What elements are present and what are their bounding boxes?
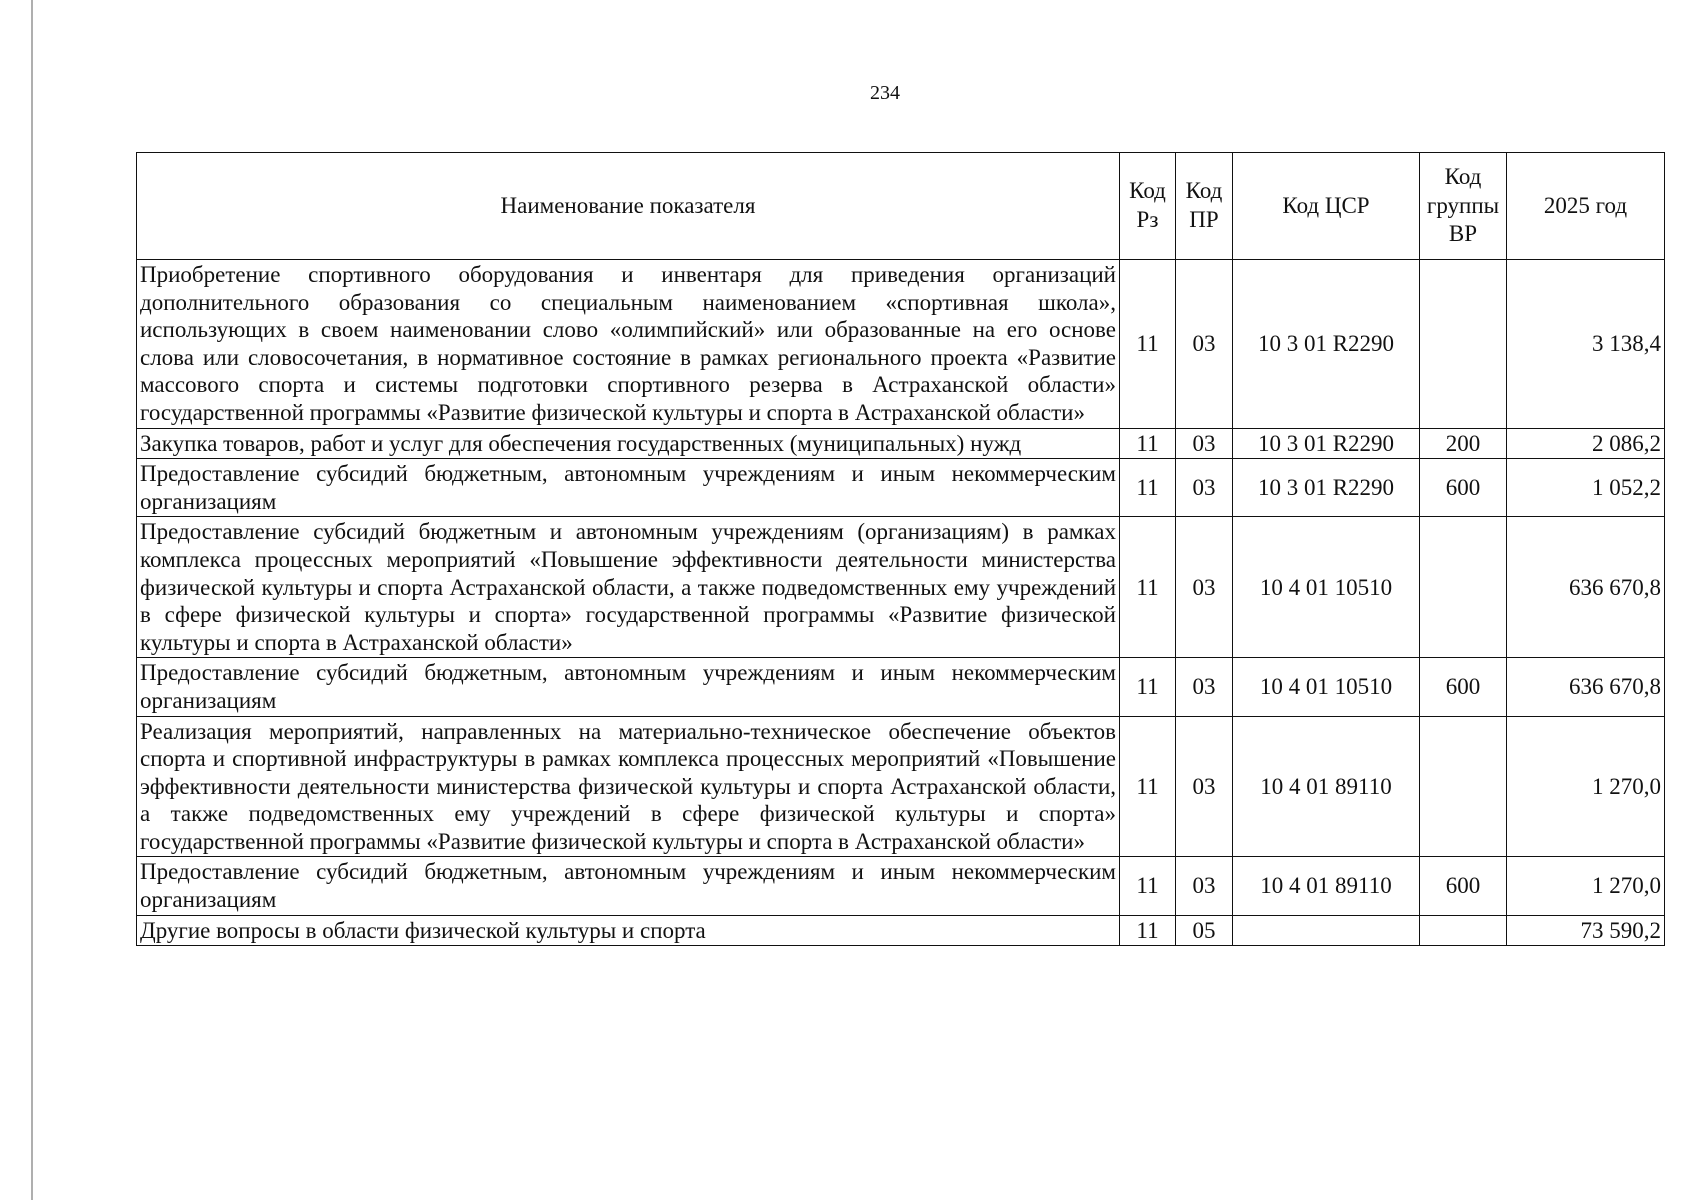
cell-csr: 10 3 01 R2290 [1233, 428, 1420, 459]
header-csr: Код ЦСР [1233, 153, 1420, 260]
cell-rz: 11 [1120, 658, 1176, 716]
cell-csr: 10 3 01 R2290 [1233, 459, 1420, 517]
cell-vr [1420, 915, 1507, 946]
cell-vr: 200 [1420, 428, 1507, 459]
cell-amount: 2 086,2 [1507, 428, 1665, 459]
table-row [137, 459, 1665, 517]
cell-rz: 11 [1120, 459, 1176, 517]
cell-name: Предоставление субсидий бюджетным, автономным учреждениям и иным некоммерческим организациям [137, 658, 1120, 716]
cell-csr [1233, 915, 1420, 946]
header-amount: 2025 год [1507, 153, 1665, 260]
cell-pr: 05 [1176, 915, 1233, 946]
cell-vr: 600 [1420, 459, 1507, 517]
cell-rz: 11 [1120, 517, 1176, 658]
cell-amount: 1 052,2 [1507, 459, 1665, 517]
table-row [137, 857, 1665, 915]
page-edge-line [31, 0, 33, 1200]
cell-vr: 600 [1420, 857, 1507, 915]
cell-name: Другие вопросы в области физической культуры и спорта [137, 915, 1120, 946]
cell-pr: 03 [1176, 428, 1233, 459]
cell-amount: 636 670,8 [1507, 517, 1665, 658]
cell-vr [1420, 260, 1507, 429]
table-row [137, 716, 1665, 857]
cell-pr: 03 [1176, 459, 1233, 517]
cell-pr: 03 [1176, 857, 1233, 915]
cell-pr: 03 [1176, 658, 1233, 716]
cell-amount: 1 270,0 [1507, 857, 1665, 915]
table-row [137, 260, 1665, 429]
cell-name: Закупка товаров, работ и услуг для обеспечения государственных (муниципальных) нужд [137, 428, 1120, 459]
cell-amount: 636 670,8 [1507, 658, 1665, 716]
cell-vr [1420, 716, 1507, 857]
cell-name: Предоставление субсидий бюджетным и автономным учреждениям (организациям) в рамках комплекса процессных мероприятий «Повышение эффективности деятельности министерства физической культуры и спорта Астраханской области, а также подведомственных ему учреждений в сфере физической культуры и спорта» государственной программы «Развитие физической культуры и спорта в Астраханской области» [137, 517, 1120, 658]
header-rz: Код Рз [1120, 153, 1176, 260]
cell-csr: 10 3 01 R2290 [1233, 260, 1420, 429]
header-pr: Код ПР [1176, 153, 1233, 260]
table-row [137, 915, 1665, 946]
cell-csr: 10 4 01 10510 [1233, 658, 1420, 716]
cell-amount: 3 138,4 [1507, 260, 1665, 429]
cell-csr: 10 4 01 89110 [1233, 857, 1420, 915]
table-row [137, 517, 1665, 658]
cell-amount: 1 270,0 [1507, 716, 1665, 857]
cell-csr: 10 4 01 89110 [1233, 716, 1420, 857]
cell-pr: 03 [1176, 260, 1233, 429]
table-row [137, 428, 1665, 459]
cell-name: Предоставление субсидий бюджетным, автономным учреждениям и иным некоммерческим организациям [137, 857, 1120, 915]
header-vr: Код группы ВР [1420, 153, 1507, 260]
cell-rz: 11 [1120, 716, 1176, 857]
cell-csr: 10 4 01 10510 [1233, 517, 1420, 658]
cell-rz: 11 [1120, 428, 1176, 459]
cell-vr: 600 [1420, 658, 1507, 716]
cell-name: Приобретение спортивного оборудования и инвентаря для приведения организаций дополнительного образования со специальным наименованием «спортивная школа», использующих в своем наименовании слово «олимпийский» или образованные на его основе слова или словосочетания, в нормативное состояние в рамках регионального проекта «Развитие массового спорта и системы подготовки спортивного резерва в Астраханской области» государственной программы «Развитие физической культуры и спорта в Астраханской области» [137, 260, 1120, 429]
cell-amount: 73 590,2 [1507, 915, 1665, 946]
header-name: Наименование показателя [137, 153, 1120, 260]
cell-rz: 11 [1120, 260, 1176, 429]
cell-rz: 11 [1120, 857, 1176, 915]
cell-name: Предоставление субсидий бюджетным, автономным учреждениям и иным некоммерческим организациям [137, 459, 1120, 517]
table-header-row [137, 153, 1665, 260]
cell-vr [1420, 517, 1507, 658]
cell-name: Реализация мероприятий, направленных на материально-техническое обеспечение объектов спорта и спортивной инфраструктуры в рамках комплекса процессных мероприятий «Повышение эффективности деятельности министерства физической культуры и спорта Астраханской области, а также подведомственных ему учреждений в сфере физической культуры и спорта» государственной программы «Развитие физической культуры и спорта в Астраханской области» [137, 716, 1120, 857]
page-number: 234 [870, 82, 900, 104]
budget-table [136, 152, 1665, 946]
cell-pr: 03 [1176, 517, 1233, 658]
cell-rz: 11 [1120, 915, 1176, 946]
table-row [137, 658, 1665, 716]
cell-pr: 03 [1176, 716, 1233, 857]
